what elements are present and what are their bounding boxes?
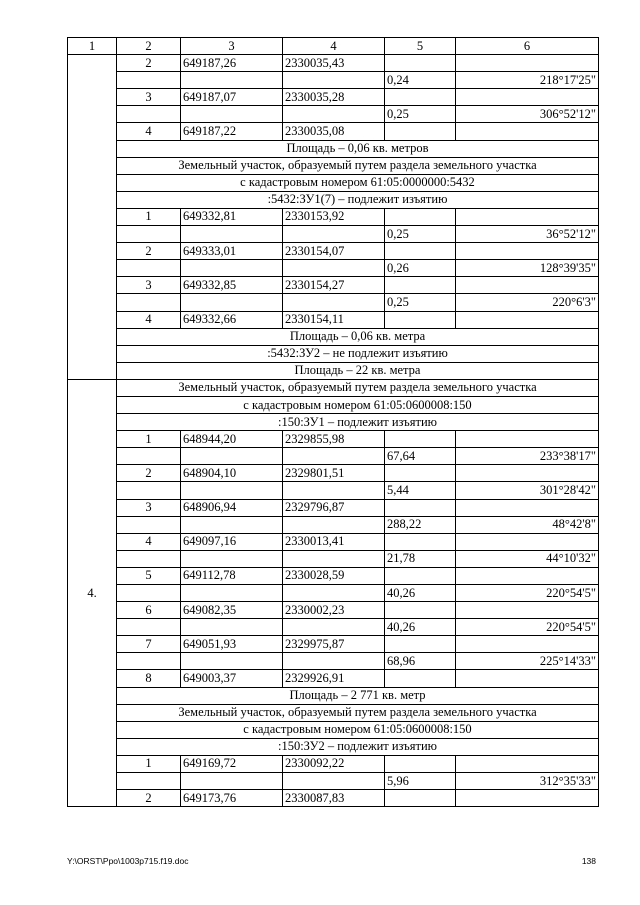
segment-length: 40,26 [385,619,456,636]
empty-cell [456,208,599,225]
point-row [68,243,599,260]
empty-cell [117,260,181,277]
point-row [68,89,599,106]
empty-cell [456,55,599,72]
empty-cell [181,585,283,602]
footer-file-path: Y:\ORST\Ppo\1003p715.f19.doc [67,856,189,866]
point-number: 2 [117,55,181,72]
empty-cell [117,550,181,567]
point-row [68,311,599,328]
x-coordinate: 649097,16 [181,533,283,550]
empty-cell [385,567,456,584]
x-coordinate: 648904,10 [181,465,283,482]
empty-cell [456,123,599,140]
point-row [68,431,599,448]
merged-text-row [68,362,599,379]
empty-cell [181,106,283,123]
empty-cell [283,550,385,567]
segment-length: 0,25 [385,106,456,123]
point-number: 2 [117,465,181,482]
segment-length: 288,22 [385,516,456,533]
empty-cell [456,567,599,584]
segment-length: 5,96 [385,773,456,790]
segment-length: 0,25 [385,294,456,311]
merged-text: Земельный участок, образуемый путем раздела земельного участка [117,157,599,174]
y-coordinate: 2330092,22 [283,755,385,772]
x-coordinate: 649169,72 [181,755,283,772]
segment-row [68,550,599,567]
point-number: 1 [117,208,181,225]
point-row [68,790,599,807]
empty-cell [283,516,385,533]
empty-cell [283,226,385,243]
empty-cell [456,499,599,516]
merged-text-row [68,687,599,704]
point-number: 4 [117,123,181,140]
segment-row [68,260,599,277]
merged-text: :5432:ЗУ2 – не подлежит изъятию [117,345,599,362]
empty-cell [385,636,456,653]
empty-cell [456,602,599,619]
point-row [68,123,599,140]
y-coordinate: 2329926,91 [283,670,385,687]
empty-cell [283,773,385,790]
segment-length: 67,64 [385,448,456,465]
merged-text: с кадастровым номером 61:05:0600008:150 [117,396,599,413]
y-coordinate: 2330154,11 [283,311,385,328]
point-row [68,567,599,584]
empty-cell [456,311,599,328]
direction-angle: 312°35'33" [456,773,599,790]
y-coordinate: 2330013,41 [283,533,385,550]
merged-text: с кадастровым номером 61:05:0600008:150 [117,721,599,738]
y-coordinate: 2330154,27 [283,277,385,294]
segment-row [68,448,599,465]
segment-length: 40,26 [385,585,456,602]
y-coordinate: 2329796,87 [283,499,385,516]
empty-cell [283,653,385,670]
y-coordinate: 2330154,07 [283,243,385,260]
merged-text-row [68,721,599,738]
column-header: 1 [68,38,117,55]
direction-angle: 220°54'5" [456,619,599,636]
direction-angle: 220°6'3" [456,294,599,311]
merged-text: :150:ЗУ1 – подлежит изъятию [117,414,599,431]
empty-cell [181,773,283,790]
empty-cell [385,670,456,687]
merged-text: с кадастровым номером 61:05:0000000:5432 [117,174,599,191]
empty-cell [283,448,385,465]
empty-cell [283,482,385,499]
merged-text-row [68,140,599,157]
empty-cell [456,431,599,448]
point-row [68,755,599,772]
x-coordinate: 648906,94 [181,499,283,516]
direction-angle: 36°52'12" [456,226,599,243]
x-coordinate: 649333,01 [181,243,283,260]
empty-cell [385,465,456,482]
empty-cell [456,636,599,653]
empty-cell [181,260,283,277]
x-coordinate: 649187,26 [181,55,283,72]
empty-cell [117,106,181,123]
segment-row [68,653,599,670]
merged-text-row [68,704,599,721]
empty-cell [117,448,181,465]
empty-cell [181,226,283,243]
column-header: 6 [456,38,599,55]
column-header: 4 [283,38,385,55]
segment-length: 5,44 [385,482,456,499]
point-number: 8 [117,670,181,687]
point-number: 3 [117,499,181,516]
footer-page-number: 138 [581,856,596,866]
segment-length: 0,26 [385,260,456,277]
section-number-cell: 4. [68,379,117,806]
y-coordinate: 2329975,87 [283,636,385,653]
point-row [68,670,599,687]
point-number: 1 [117,431,181,448]
empty-cell [283,106,385,123]
direction-angle: 306°52'12" [456,106,599,123]
direction-angle: 44°10'32" [456,550,599,567]
empty-cell [117,516,181,533]
x-coordinate: 649173,76 [181,790,283,807]
direction-angle: 233°38'17" [456,448,599,465]
merged-text: Земельный участок, образуемый путем раздела земельного участка [117,379,599,396]
point-row [68,602,599,619]
column-header: 2 [117,38,181,55]
merged-text: Площадь – 22 кв. метра [117,362,599,379]
x-coordinate: 649003,37 [181,670,283,687]
empty-cell [456,790,599,807]
x-coordinate: 649051,93 [181,636,283,653]
empty-cell [181,72,283,89]
point-number: 1 [117,755,181,772]
segment-row [68,482,599,499]
empty-cell [385,277,456,294]
merged-text-row [68,345,599,362]
empty-cell [181,619,283,636]
segment-row [68,294,599,311]
segment-row [68,585,599,602]
section-number-cell [68,55,117,380]
column-header: 3 [181,38,283,55]
point-number: 3 [117,89,181,106]
x-coordinate: 649332,85 [181,277,283,294]
empty-cell [117,773,181,790]
empty-cell [385,208,456,225]
empty-cell [283,260,385,277]
segment-row [68,106,599,123]
empty-cell [456,89,599,106]
merged-text-row [68,738,599,755]
direction-angle: 220°54'5" [456,585,599,602]
point-number: 4 [117,311,181,328]
point-row [68,55,599,72]
empty-cell [181,448,283,465]
y-coordinate: 2330035,28 [283,89,385,106]
empty-cell [117,482,181,499]
merged-text: Площадь – 0,06 кв. метров [117,140,599,157]
empty-cell [385,533,456,550]
table-header-row [68,38,599,55]
point-number: 7 [117,636,181,653]
point-number: 6 [117,602,181,619]
empty-cell [117,619,181,636]
empty-cell [385,123,456,140]
merged-text: :5432:ЗУ1(7) – подлежит изъятию [117,191,599,208]
point-row [68,277,599,294]
empty-cell [181,294,283,311]
y-coordinate: 2330035,08 [283,123,385,140]
empty-cell [283,72,385,89]
empty-cell [181,516,283,533]
empty-cell [385,602,456,619]
empty-cell [181,482,283,499]
merged-text: :150:ЗУ2 – подлежит изъятию [117,738,599,755]
point-row [68,636,599,653]
empty-cell [283,294,385,311]
direction-angle: 48°42'8" [456,516,599,533]
point-number: 5 [117,567,181,584]
empty-cell [283,619,385,636]
point-number: 4 [117,533,181,550]
segment-length: 0,24 [385,72,456,89]
x-coordinate: 648944,20 [181,431,283,448]
direction-angle: 128°39'35" [456,260,599,277]
empty-cell [385,89,456,106]
point-row [68,533,599,550]
empty-cell [283,585,385,602]
empty-cell [117,72,181,89]
empty-cell [385,311,456,328]
direction-angle: 301°28'42" [456,482,599,499]
coordinates-table [67,37,599,807]
merged-text: Площадь – 2 771 кв. метр [117,687,599,704]
empty-cell [456,755,599,772]
empty-cell [385,55,456,72]
merged-text-row [68,396,599,413]
empty-cell [456,277,599,294]
empty-cell [385,243,456,260]
y-coordinate: 2330028,59 [283,567,385,584]
empty-cell [181,550,283,567]
column-header: 5 [385,38,456,55]
point-number: 2 [117,790,181,807]
segment-row [68,72,599,89]
empty-cell [456,670,599,687]
empty-cell [117,653,181,670]
empty-cell [385,431,456,448]
merged-text-row [68,174,599,191]
segment-row [68,773,599,790]
empty-cell [385,755,456,772]
segment-length: 0,25 [385,226,456,243]
point-row [68,499,599,516]
x-coordinate: 649332,66 [181,311,283,328]
point-number: 3 [117,277,181,294]
merged-text: Земельный участок, образуемый путем раздела земельного участка [117,704,599,721]
merged-text-row [68,328,599,345]
x-coordinate: 649187,07 [181,89,283,106]
y-coordinate: 2330087,83 [283,790,385,807]
empty-cell [456,243,599,260]
x-coordinate: 649112,78 [181,567,283,584]
point-row [68,208,599,225]
point-number: 2 [117,243,181,260]
point-row [68,465,599,482]
y-coordinate: 2330002,23 [283,602,385,619]
x-coordinate: 649187,22 [181,123,283,140]
merged-text: Площадь – 0,06 кв. метра [117,328,599,345]
empty-cell [456,465,599,482]
empty-cell [385,499,456,516]
y-coordinate: 2329855,98 [283,431,385,448]
merged-text-row [68,379,599,396]
empty-cell [456,533,599,550]
y-coordinate: 2329801,51 [283,465,385,482]
segment-row [68,226,599,243]
empty-cell [385,790,456,807]
empty-cell [181,653,283,670]
empty-cell [117,585,181,602]
direction-angle: 225°14'33" [456,653,599,670]
segment-row [68,516,599,533]
direction-angle: 218°17'25" [456,72,599,89]
y-coordinate: 2330035,43 [283,55,385,72]
x-coordinate: 649332,81 [181,208,283,225]
x-coordinate: 649082,35 [181,602,283,619]
segment-row [68,619,599,636]
y-coordinate: 2330153,92 [283,208,385,225]
segment-length: 68,96 [385,653,456,670]
merged-text-row [68,414,599,431]
merged-text-row [68,191,599,208]
merged-text-row [68,157,599,174]
segment-length: 21,78 [385,550,456,567]
empty-cell [117,226,181,243]
empty-cell [117,294,181,311]
